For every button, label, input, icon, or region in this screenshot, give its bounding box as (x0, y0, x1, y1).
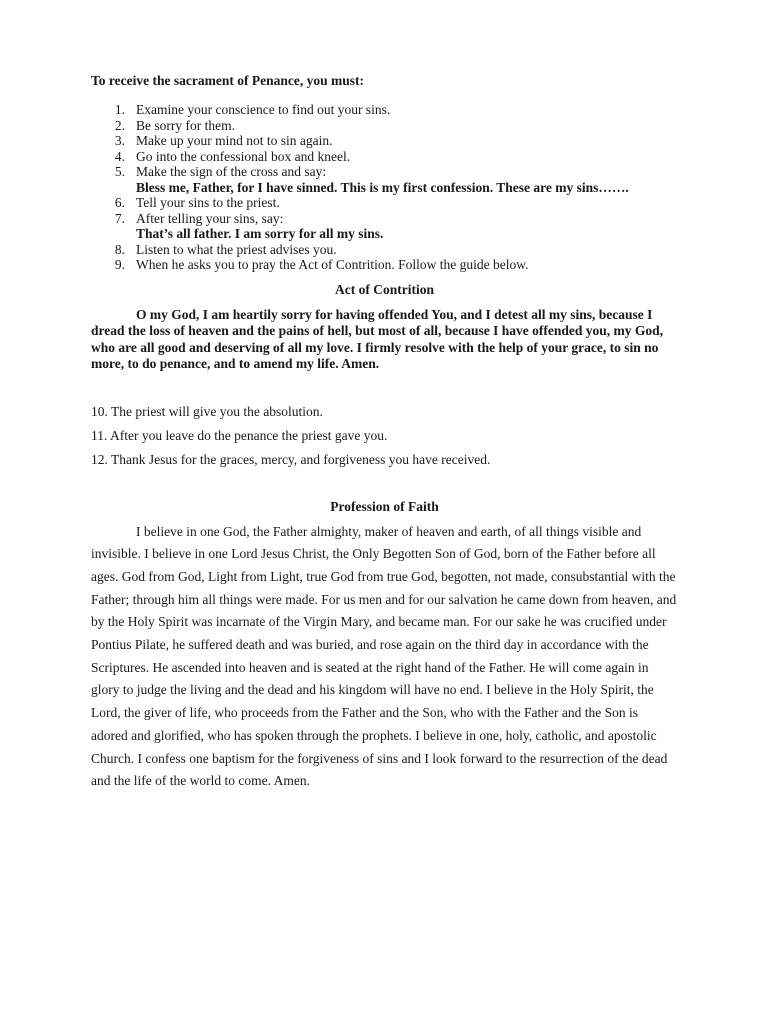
list-item-number: 8. (114, 241, 125, 257)
list-item (91, 211, 678, 242)
profession-of-faith-text: I believe in one God, the Father almighty, maker of heaven and earth, of all things visible and invisible. I believe in one Lord Jesus Christ, the Only Begotten Son of God, born of the Father before all ages. God from God, Light from Light, true God from true God, begotten, not made, consubstantial with the Father; through him all things were made. For us men and for our salvation he came down from heaven, and by the Holy Spirit was incarnate of the Virgin Mary, and became man. For our sake he was crucified under Pontius Pilate, he suffered death and was buried, and rose again on the third day in accordance with the Scriptures. He ascended into heaven and is seated at the right hand of the Father. He will come again in glory to judge the living and the dead and his kingdom will have no end. I believe in the Holy Spirit, the Lord, the giver of life, who proceeds from the Father and the Son, who with the Father and the Son is adored and glorified, who has spoken through the prophets. I believe in one, holy, catholic, and apostolic Church. I confess one baptism for the forgiveness of sins and I look forward to the resurrection of the dead and the life of the world to come. Amen. (91, 523, 677, 789)
list-item-text: Listen to what the priest advises you. (136, 241, 337, 257)
confession-opening-prayer: Bless me, Father, for I have sinned. This is my first confession. These are my sins……. (136, 179, 629, 195)
profession-of-faith-title: Profession of Faith (330, 498, 439, 514)
list-item-number: 6. (114, 195, 125, 210)
list-item: 10. The priest will give you the absolution. (91, 403, 323, 419)
list-item-number: 2. (114, 117, 125, 133)
penance-heading: To receive the sacrament of Penance, you must: (91, 73, 364, 88)
list-item-number: 3. (114, 133, 125, 148)
document-page (91, 72, 678, 793)
list-item-text: Go into the confessional box and kneel. (136, 148, 351, 164)
confession-closing-prayer: That’s all father. I am sorry for all my sins. (136, 226, 384, 241)
list-item-text: When he asks you to pray the Act of Contrition. Follow the guide below. (136, 257, 529, 272)
act-of-contrition-text: O my God, I am heartily sorry for having offended You, and I detest all my sins, because I dread the loss of heaven and the pains of hell, but most of all, because I have offended you, my God, who are all good and deserving of all my love. I firmly resolve with the help of your grace, to sin no more, to do penance, and to amend my life. Amen. (91, 306, 664, 371)
list-item (91, 164, 678, 195)
list-item (91, 102, 678, 118)
list-item-number: 9. (114, 257, 125, 272)
list-item-text: Examine your conscience to find out your sins. (136, 102, 391, 117)
list-item (91, 133, 678, 149)
additional-steps (91, 404, 678, 468)
act-of-contrition-title: Act of Contrition (335, 281, 434, 297)
list-item (91, 195, 678, 211)
penance-steps-list (91, 102, 678, 273)
list-item: 12. Thank Jesus for the graces, mercy, and forgiveness you have received. (91, 451, 491, 467)
list-item-text: Tell your sins to the priest. (136, 195, 280, 210)
list-item-text: After telling your sins, say: (136, 210, 284, 226)
list-item (91, 149, 678, 165)
list-item-number: 7. (114, 210, 125, 226)
list-item-number: 4. (114, 148, 125, 164)
list-item (91, 118, 678, 134)
list-item-number: 1. (114, 102, 125, 117)
list-item-text: Make up your mind not to sin again. (136, 133, 333, 148)
list-item (91, 242, 678, 258)
list-item: 11. After you leave do the penance the priest gave you. (91, 427, 388, 443)
list-item-number: 5. (114, 164, 125, 179)
list-item-text: Be sorry for them. (136, 117, 235, 133)
list-item-text: Make the sign of the cross and say: (136, 164, 327, 179)
list-item (91, 257, 678, 273)
